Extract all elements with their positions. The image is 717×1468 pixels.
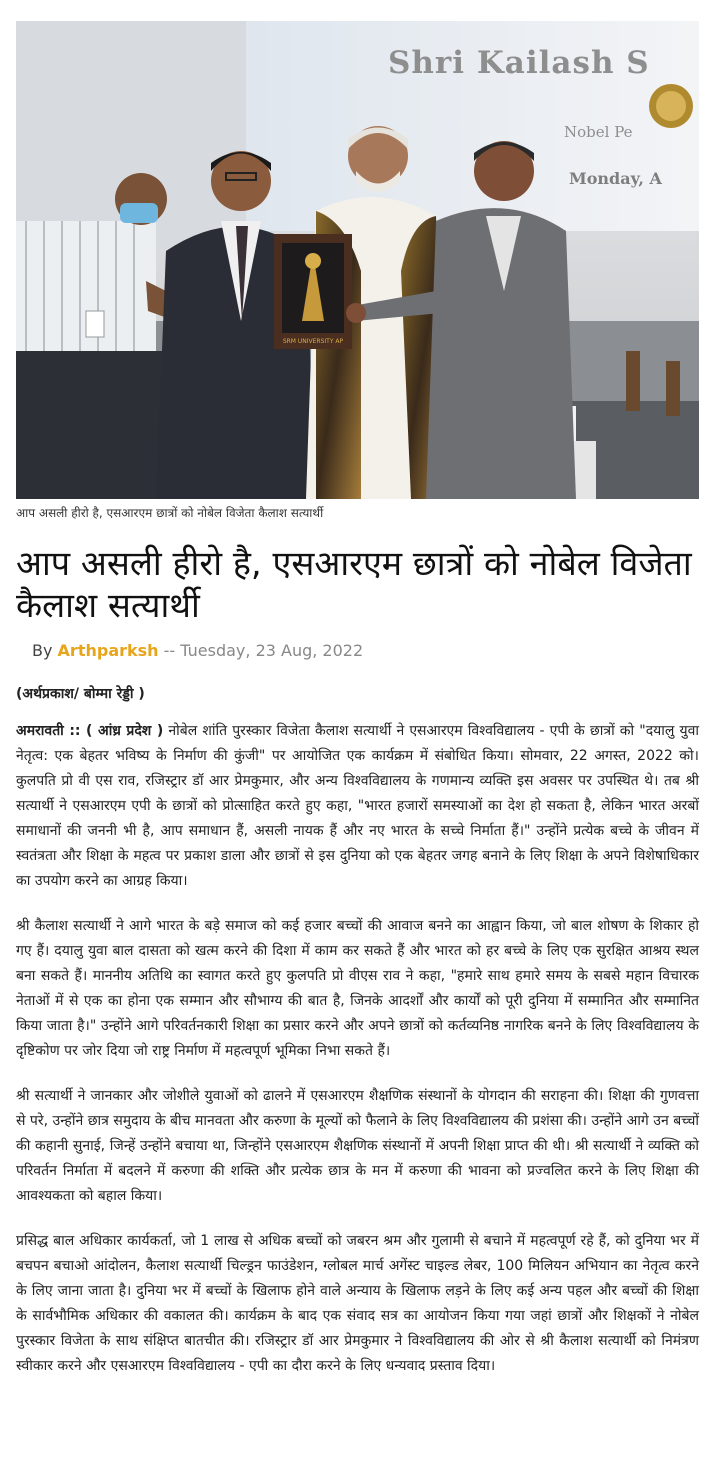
photo-banner-title: Shri Kailash S [388, 45, 650, 81]
byline-separator: -- [163, 641, 176, 660]
byline [32, 641, 363, 660]
article-credit: (अर्थप्रकाश/ बोम्मा रेड्डी ) [16, 686, 145, 702]
article-paragraph-4: प्रसिद्ध बाल अधिकार कार्यकर्ता, जो 1 लाख से अधिक बच्चों को जबरन श्रम और गुलामी से बचाने में महत्वपूर्ण रहे हैं, को दुनिया भर में बचपन बचाओ आंदोलन, कैलाश सत्यार्थी चिल्ड्रन फाउंडेशन, ग्लोबल मार्च अगेंस्ट चाइल्ड लेबर, 100 मिलियन अभियान का नेतृत्व करने के लिए जाना जाता है। दुनिया भर में बच्चों के खिलाफ होने वाले अन्याय के खिलाफ लड़ने के लिए कई अन्य पहल और बच्चों की शिक्षा के सार्वभौमिक अधिकार की वकालत की। कार्यक्रम के बाद एक संवाद सत्र का आयोजन किया गया जहां छात्रों और शिक्षकों ने नोबेल पुरस्कार विजेता के साथ संक्षिप्त बातचीत की। रजिस्ट्रार डॉ आर प्रेमकुमार ने विश्वविद्यालय की ओर से श्री कैलाश सत्यार्थी को निमंत्रण स्वीकार करने और एसआरएम विश्वविद्यालय - एपी का दौरा करने के लिए धन्यवाद प्रस्ताव दिया। [16, 1233, 699, 1374]
photo-banner-date: Monday, A [569, 169, 662, 188]
article-paragraph-1-text: नोबेल शांति पुरस्कार विजेता कैलाश सत्यार्थी ने एसआरएम विश्वविद्यालय - एपी के छात्रों को "दयालु युवा नेतृत्व: एक बेहतर भविष्य के निर्माण की कुंजी" पर आयोजित एक कार्यक्रम में संबोधित किया। सोमवार, 22 अगस्त, 2022 को। कुलपति प्रो वी एस राव, रजिस्ट्रार डॉ आर प्रेमकुमार, और अन्य विश्वविद्यालय के गणमान्य व्यक्ति इस अवसर पर उपस्थित थे। तब श्री सत्यार्थी ने एसआरएम एपी के छात्रों को प्रोत्साहित करते हुए कहा, "भारत हजारों समस्याओं का देश हो सकता है, लेकिन भारत अरबों समाधानों की जननी भी है, आप समाधान हैं, असली नायक हैं और नए भारत के सच्चे निर्माता हैं।" उन्होंने प्रत्येक बच्चे के जीवन में स्वतंत्रता और शिक्षा के महत्व पर प्रकाश डाला और छात्रों से इस दुनिया को एक बेहतर जगह बनाने के लिए शिक्षा के अपने विशेषाधिकार का उपयोग करने का आग्रह किया। [16, 723, 700, 889]
memento-plaque-text: SRM UNIVERSITY AP [282, 338, 344, 345]
photo-caption: आप असली हीरो है, एसआरएम छात्रों को नोबेल विजेता कैलाश सत्यार्थी [16, 506, 324, 520]
article-dateline: अमरावती :: ( आंध्र प्रदेश ) [16, 723, 164, 739]
article-headline: आप असली हीरो है, एसआरएम छात्रों को नोबेल विजेता कैलाश सत्यार्थी [16, 544, 692, 626]
article-body [16, 682, 699, 1379]
article-paragraph-2: श्री कैलाश सत्यार्थी ने आगे भारत के बड़े समाज को कई हजार बच्चों की आवाज बनने का आह्वान किया, जो बाल शोषण के शिकार हो गए हैं। दयालु युवा बाल दासता को खत्म करने की दिशा में काम कर सकते हैं और भारत को हर बच्चे के लिए एक सुरक्षित आश्रय स्थल बना सकते हैं। माननीय अतिथि का स्वागत करते हुए कुलपति प्रो वीएस राव ने कहा, "हमारे साथ हमारे समय के सबसे महान विचारक नेताओं में से एक का होना एक सम्मान और सौभाग्य की बात है, जिनके आदर्शों और कार्यों को पूरी दुनिया में सम्मानित और सम्मानित किया जाता है।" उन्होंने आगे परिवर्तनकारी शिक्षा का प्रसार करने और अपने छात्रों को कर्तव्यनिष्ठ नागरिक बनने के लिए विश्वविद्यालय के दृष्टिकोण पर जोर दिया जो राष्ट्र निर्माण में महत्वपूर्ण भूमिका निभा सकते हैं। [16, 918, 699, 1059]
publish-date: Tuesday, 23 Aug, 2022 [180, 641, 364, 660]
event-photo-illustration [16, 21, 699, 499]
photo-banner-subtitle: Nobel Pe [564, 123, 633, 141]
article-paragraph-1 [16, 719, 699, 894]
article-photo [16, 21, 699, 499]
byline-prefix: By [32, 641, 53, 660]
article-paragraph-3: श्री सत्यार्थी ने जानकार और जोशीले युवाओं को ढालने में एसआरएम शैक्षणिक संस्थानों के योगदान की सराहना की। शिक्षा की गुणवत्ता से परे, उन्होंने छात्र समुदाय के बीच मानवता और करुणा के मूल्यों को फैलाने के लिए विश्वविद्यालय की प्रशंसा की। उन्होंने आगे उन बच्चों की कहानी सुनाई, जिन्हें उन्होंने बचाया था, जिन्होंने एसआरएम शैक्षणिक संस्थानों में अपनी शिक्षा प्राप्त की थी। श्री सत्यार्थी ने व्यक्ति को परिवर्तन निर्माता में बदलने में करुणा की शक्ति और प्रत्येक छात्र के मन में करुणा की भावना को प्रज्वलित करने के लिए शिक्षा की आवश्यकता को बहाल किया। [16, 1088, 699, 1204]
author-link[interactable]: Arthparksh [57, 641, 159, 660]
